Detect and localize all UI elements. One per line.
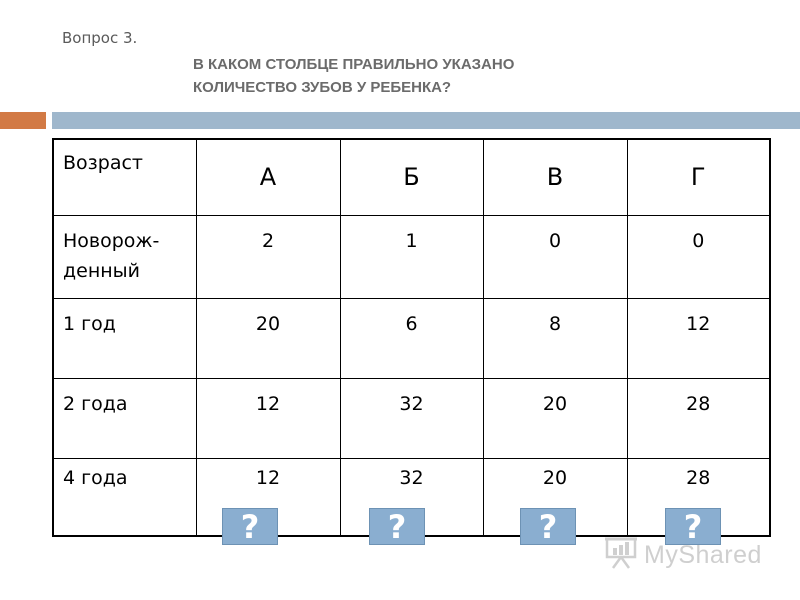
question-title-line-1: В КАКОМ СТОЛБЦЕ ПРАВИЛЬНО УКАЗАНО: [193, 56, 515, 73]
column-header-v: В: [483, 139, 627, 215]
row-label-1-year: 1 год: [53, 298, 196, 378]
answer-button-a[interactable]: ?: [222, 508, 278, 545]
table-cell: 0: [483, 215, 627, 298]
row-label-line-1: Новорож-: [63, 229, 160, 252]
watermark: [604, 537, 762, 573]
header-age-label: Возраст: [53, 139, 196, 215]
row-label-line-2: денный: [63, 259, 141, 282]
presentation-board-icon: [604, 537, 638, 573]
table-header-row: [53, 139, 770, 215]
teeth-count-table: [52, 138, 771, 537]
table-cell: 32: [340, 378, 483, 458]
answer-button-g[interactable]: ?: [665, 508, 721, 545]
answer-button-v[interactable]: ?: [520, 508, 576, 545]
column-header-a: А: [196, 139, 340, 215]
table-cell: 20: [196, 298, 340, 378]
question-number: Вопрос 3.: [62, 29, 138, 47]
table-cell: 32: [340, 458, 483, 536]
decorative-band-orange: [0, 112, 46, 129]
table-cell: 0: [627, 215, 770, 298]
table-cell: 28: [627, 458, 770, 536]
table-cell: 28: [627, 378, 770, 458]
table-cell: 1: [340, 215, 483, 298]
question-title: [193, 53, 673, 99]
row-label-newborn: [53, 215, 196, 298]
row-label-2-years: 2 года: [53, 378, 196, 458]
watermark-text: MyShared: [644, 540, 762, 569]
decorative-band-blue: [52, 112, 800, 129]
table-cell: 12: [196, 378, 340, 458]
table-cell: 20: [483, 378, 627, 458]
table-cell: 12: [627, 298, 770, 378]
column-header-b: Б: [340, 139, 483, 215]
column-header-g: Г: [627, 139, 770, 215]
row-label-4-years: 4 года: [53, 458, 196, 536]
table-cell: 20: [483, 458, 627, 536]
table-row: [53, 215, 770, 298]
table-cell: 12: [196, 458, 340, 536]
table-row: [53, 378, 770, 458]
table-cell: 6: [340, 298, 483, 378]
answer-button-b[interactable]: ?: [369, 508, 425, 545]
table-cell: 8: [483, 298, 627, 378]
table-cell: 2: [196, 215, 340, 298]
question-title-line-2: КОЛИЧЕСТВО ЗУБОВ У РЕБЕНКА?: [193, 79, 452, 96]
table-row: [53, 298, 770, 378]
